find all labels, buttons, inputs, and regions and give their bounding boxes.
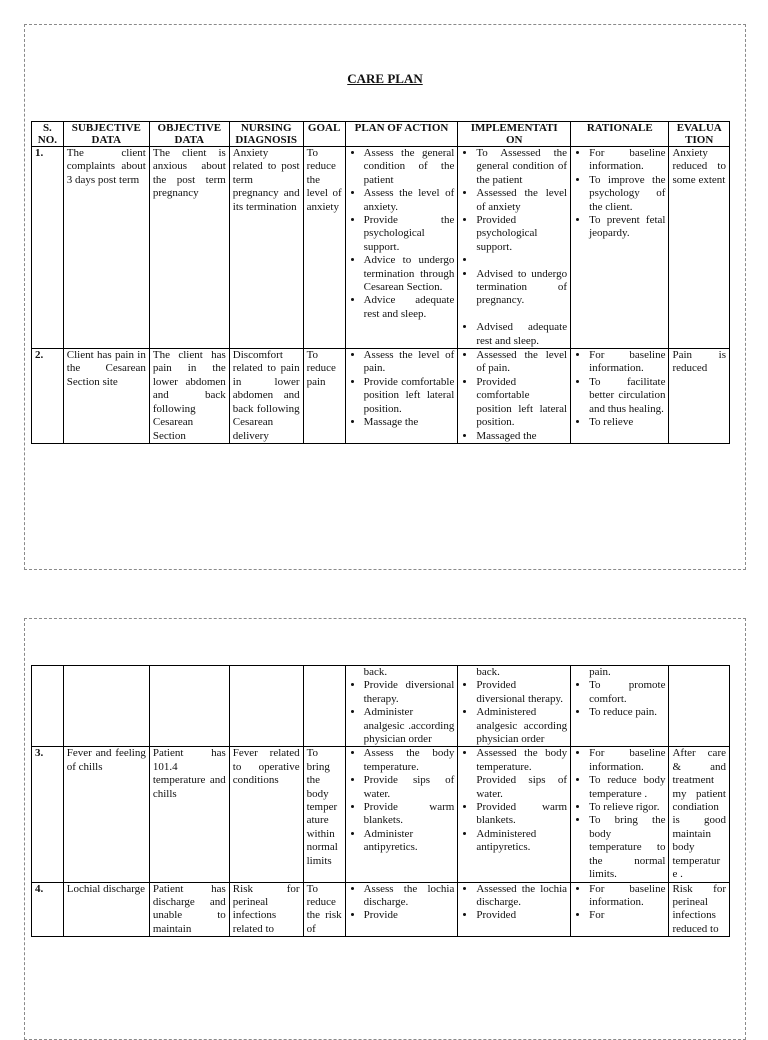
- list-item: • Massage the: [364, 416, 455, 429]
- rationale-cell: [571, 882, 669, 937]
- subjective-cell: Fever and feeling of chills: [63, 747, 149, 882]
- evaluation-cell: After care & and treatment my patient condiation is good maintain body temperatur e .: [669, 747, 730, 882]
- empty-cell: [32, 666, 64, 747]
- document-page-2: [24, 618, 746, 1040]
- list-item: • Provided comfortable position left lateral position.: [476, 376, 567, 430]
- plan-cell: [345, 349, 458, 444]
- list-item: • To relieve rigor.: [589, 801, 665, 814]
- goal-cell: To bring the body temper ature within normal limits: [303, 747, 345, 882]
- empty-cell: [303, 666, 345, 747]
- list-item: • Assessed the body temperature. Provided sips of water.: [476, 747, 567, 801]
- list-item: • To Assessed the general condition of the patient: [476, 147, 567, 187]
- list-item: • Provided warm blankets.: [476, 801, 567, 828]
- plan-cell: [345, 666, 458, 747]
- list-item: • Provide warm blankets.: [364, 801, 455, 828]
- row-number: 1.: [32, 147, 64, 349]
- implementation-cell: [458, 666, 571, 747]
- subjective-cell: Lochial discharge: [63, 882, 149, 937]
- list-item: • Provide diversional therapy.: [364, 679, 455, 706]
- evaluation-cell: Risk for perineal infections reduced to: [669, 882, 730, 937]
- continued-text: pain.: [589, 666, 611, 678]
- header-diagnosis: NURSING DIAGNOSIS: [229, 122, 303, 147]
- list-item: • To relieve: [589, 416, 665, 429]
- list-item: • Assess the general condition of the patient: [364, 147, 455, 187]
- header-implementation: IMPLEMENTATI ON: [458, 122, 571, 147]
- list-item: • Provide: [364, 909, 455, 922]
- header-objective: OBJECTIVE DATA: [149, 122, 229, 147]
- list-item: • To facilitate better circulation and thus healing.: [589, 376, 665, 416]
- list-item: • To promote comfort.: [589, 679, 665, 706]
- list-item: • To bring the body temperature to the normal limits.: [589, 814, 665, 881]
- list-item: • Provide comfortable position left lateral position.: [364, 376, 455, 416]
- list-item: • Assess the body temperature.: [364, 747, 455, 774]
- list-item: • Assessed the level of pain.: [476, 349, 567, 376]
- continued-text: back.: [476, 666, 500, 678]
- list-item: • Massaged the: [476, 430, 567, 443]
- list-item: • To improve the psychology of the client.: [589, 174, 665, 214]
- list-item: • Administered antipyretics.: [476, 828, 567, 855]
- objective-cell: The client is anxious about the post term pregnancy: [149, 147, 229, 349]
- list-item: • For baseline information.: [589, 747, 665, 774]
- list-item: • Advised to undergo termination of pregnancy.: [476, 268, 567, 308]
- table-row: [32, 666, 730, 747]
- implementation-cell: [458, 349, 571, 444]
- implementation-cell: [458, 882, 571, 937]
- diagnosis-cell: Discomfort related to pain in lower abdomen and back following Cesarean delivery: [229, 349, 303, 444]
- list-item: • Advised adequate rest and sleep.: [476, 321, 567, 348]
- goal-cell: To reduce pain: [303, 349, 345, 444]
- plan-cell: [345, 882, 458, 937]
- list-item: • Assess the level of pain.: [364, 349, 455, 376]
- document-page-1: [24, 24, 746, 570]
- list-item: • To reduce pain.: [589, 706, 665, 719]
- diagnosis-cell: Fever related to operative conditions: [229, 747, 303, 882]
- continued-text: back.: [363, 666, 388, 678]
- table-row: [32, 882, 730, 937]
- list-item: • Provided: [476, 909, 567, 922]
- list-item: • Assessed the level of anxiety: [476, 187, 567, 214]
- list-item: • Administer analgesic .according physician order: [364, 706, 455, 746]
- plan-cell: [345, 747, 458, 882]
- header-rationale: RATIONALE: [571, 122, 669, 147]
- list-item: • Advice adequate rest and sleep.: [364, 294, 455, 321]
- care-plan-table: [31, 121, 730, 444]
- list-item: • Assess the level of anxiety.: [364, 187, 455, 214]
- list-item: • For baseline information.: [589, 147, 665, 174]
- list-item: • Provided diversional therapy.: [476, 679, 567, 706]
- goal-cell: To reduce the level of anxiety: [303, 147, 345, 349]
- list-item-empty: [476, 254, 567, 267]
- implementation-cell: [458, 747, 571, 882]
- header-plan: PLAN OF ACTION: [345, 122, 458, 147]
- list-item: • To prevent fetal jeopardy.: [589, 214, 665, 241]
- rationale-cell: [571, 147, 669, 349]
- diagnosis-cell: Risk for perineal infections related to: [229, 882, 303, 937]
- row-number: 4.: [32, 882, 64, 937]
- list-item: • Provide sips of water.: [364, 774, 455, 801]
- header-goal: GOAL: [303, 122, 345, 147]
- empty-cell: [63, 666, 149, 747]
- list-item: • For baseline information.: [589, 883, 665, 910]
- list-item: • Administered analgesic according physician order: [476, 706, 567, 746]
- header-sno: S. NO.: [32, 122, 64, 147]
- goal-cell: To reduce the risk of: [303, 882, 345, 937]
- evaluation-cell: Pain is reduced: [669, 349, 730, 444]
- list-item: • Provide the psychological support.: [364, 214, 455, 254]
- list-item: • Assess the lochia discharge.: [364, 883, 455, 910]
- table-header-row: [32, 122, 730, 147]
- implementation-cell: [458, 147, 571, 349]
- rationale-cell: [571, 666, 669, 747]
- subjective-cell: The client complaints about 3 days post term: [63, 147, 149, 349]
- objective-cell: Patient has discharge and unable to maintain: [149, 882, 229, 937]
- subjective-cell: Client has pain in the Cesarean Section site: [63, 349, 149, 444]
- diagnosis-cell: Anxiety related to post term pregnancy and its termination: [229, 147, 303, 349]
- evaluation-cell: Anxiety reduced to some extent: [669, 147, 730, 349]
- list-item: • For: [589, 909, 665, 922]
- table-row: [32, 747, 730, 882]
- list-item: • Advice to undergo termination through Cesarean Section.: [364, 254, 455, 294]
- plan-cell: [345, 147, 458, 349]
- header-evaluation: EVALUA TION: [669, 122, 730, 147]
- list-item: • Administer antipyretics.: [364, 828, 455, 855]
- objective-cell: Patient has 101.4 temperature and chills: [149, 747, 229, 882]
- list-item: • For baseline information.: [589, 349, 665, 376]
- row-number: 3.: [32, 747, 64, 882]
- list-item: • To reduce body temperature .: [589, 774, 665, 801]
- table-row: [32, 147, 730, 349]
- care-plan-table-continued: [31, 665, 730, 937]
- page-title: CARE PLAN: [347, 71, 423, 86]
- rationale-cell: [571, 349, 669, 444]
- objective-cell: The client has pain in the lower abdomen and back following Cesarean Section: [149, 349, 229, 444]
- empty-cell: [229, 666, 303, 747]
- header-subjective: SUBJECTIVE DATA: [63, 122, 149, 147]
- list-item: • Provided psychological support.: [476, 214, 567, 254]
- list-item: • Assessed the lochia discharge.: [476, 883, 567, 910]
- row-number: 2.: [32, 349, 64, 444]
- empty-cell: [669, 666, 730, 747]
- rationale-cell: [571, 747, 669, 882]
- table-row: [32, 349, 730, 444]
- empty-cell: [149, 666, 229, 747]
